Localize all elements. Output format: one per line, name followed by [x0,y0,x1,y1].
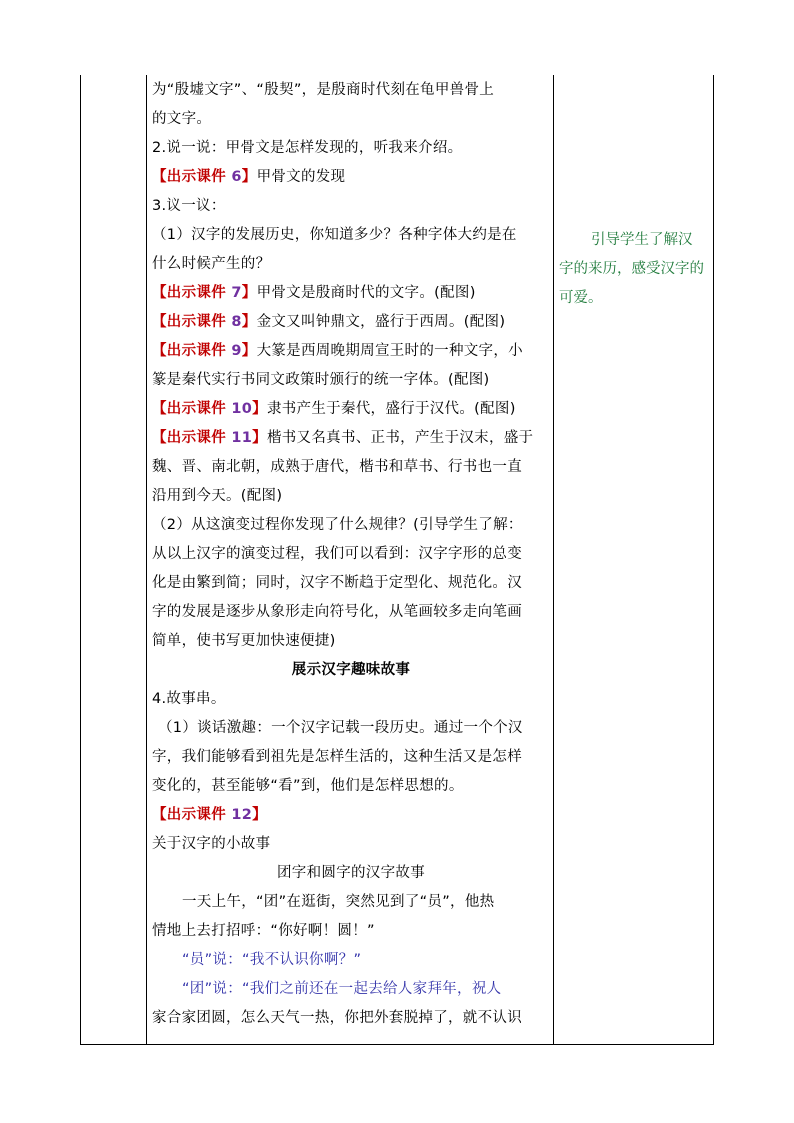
dialogue-line [152,975,550,1004]
courseware-tag: 【出示课件 [152,314,232,330]
courseware-number: 12 [231,807,253,823]
courseware-text: 楷书又名真书、正书，产生于汉末，盛于 [266,430,534,446]
courseware-number: 11 [231,430,253,446]
courseware-number: 6 [231,169,242,185]
courseware-tag: 【出示课件 [152,285,232,301]
courseware-line [152,337,550,366]
courseware-line [152,395,550,424]
text-line: 魏、晋、南北朝，成熟于唐代，楷书和草书、行书也一直 [152,459,522,475]
courseware-line [152,279,550,308]
intent-line: 可爱。 [559,290,603,306]
text-line: （2）从这演变过程你发现了什么规律？(引导学生了解： [152,517,523,533]
dialogue-speaker: “员”说： [182,952,243,968]
courseware-tag-close: 】 [252,401,267,417]
text-line: 沿用到今天。(配图) [152,488,283,504]
text-line: 字的发展是逐步从象形走向符号化，从笔画较多走向笔画 [152,604,522,620]
courseware-tag: 【出示课件 [152,807,232,823]
text-line: 4.故事串。 [152,691,226,707]
text-line: 为“殷墟文字”、“殷契”，是殷商时代刻在龟甲兽骨上 [152,82,495,98]
courseware-line [152,801,550,830]
courseware-tag-close: 】 [241,169,257,185]
courseware-tag-close: 】 [241,285,257,301]
text-line: 变化的，甚至能够“看”到，他们是怎样思想的。 [152,778,464,794]
text-line: 简单，使书写更加快速便捷) [152,633,336,649]
dialogue-quote: “我不认识你啊？” [242,952,362,968]
text-line: 关于汉字的小故事 [152,836,271,852]
courseware-number: 7 [231,285,242,301]
courseware-text: 甲骨文的发现 [256,169,346,185]
text-line: 的文字。 [152,111,212,127]
courseware-number: 9 [231,343,242,359]
teaching-process-column [152,76,550,1033]
text-line: （1）汉字的发展历史，你知道多少？各种字体大约是在 [152,227,517,243]
courseware-text: 甲骨文是殷商时代的文字。(配图) [256,285,476,301]
text-line: （1）谈话激趣：一个汉字记载一段历史。通过一个个汉 [158,720,523,736]
story-line: 家合家团圆，怎么天气一热，你把外套脱掉了，就不认识 [152,1010,522,1026]
text-line: 2.说一说：甲骨文是怎样发现的，听我来介绍。 [152,140,463,156]
courseware-text: 大篆是西周晚期周宣王时的一种文字，小 [256,343,523,359]
intent-line: 引导学生了解汉 [591,232,693,248]
courseware-tag-close: 】 [252,430,267,446]
courseware-line [152,163,550,192]
courseware-text: 金文又叫钟鼎文，盛行于西周。(配图) [256,314,506,330]
courseware-number: 10 [231,401,253,417]
text-line: 3.议一议： [152,198,226,214]
courseware-line [152,308,550,337]
text-line: 什么时候产生的？ [152,256,271,272]
courseware-tag: 【出示课件 [152,430,232,446]
courseware-tag-close: 】 [241,314,257,330]
text-line: 化是由繁到简；同时，汉字不断趋于定型化、规范化。汉 [152,575,522,591]
text-line: 从以上汉字的演变过程，我们可以看到：汉字字形的总变 [152,546,522,562]
story-title: 团字和圆字的汉字故事 [277,865,425,881]
courseware-tag: 【出示课件 [152,169,232,185]
dialogue-speaker: “团”说： [182,981,243,997]
table-divider-right [553,75,554,1045]
section-heading: 展示汉字趣味故事 [291,662,411,678]
story-line: 情地上去打招呼：“你好啊！圆！” [152,923,375,939]
design-intent-column [559,226,711,313]
story-line: 一天上午，“团”在逛街，突然见到了“员”，他热 [182,894,495,910]
intent-line: 字的来历，感受汉字的 [559,261,704,277]
courseware-line [152,424,550,453]
courseware-number: 8 [231,314,242,330]
courseware-tag: 【出示课件 [152,343,232,359]
text-line: 篆是秦代实行书同文政策时颁行的统一字体。(配图) [152,372,490,388]
courseware-tag: 【出示课件 [152,401,232,417]
dialogue-quote: “我们之前还在一起去给人家拜年，祝人 [242,981,502,997]
courseware-text: 隶书产生于秦代，盛行于汉代。(配图) [266,401,516,417]
courseware-tag-close: 】 [252,807,267,823]
text-line: 字，我们能够看到祖先是怎样生活的，这种生活又是怎样 [152,749,522,765]
dialogue-line [152,946,550,975]
courseware-tag-close: 】 [241,343,257,359]
table-divider-left [146,75,147,1045]
